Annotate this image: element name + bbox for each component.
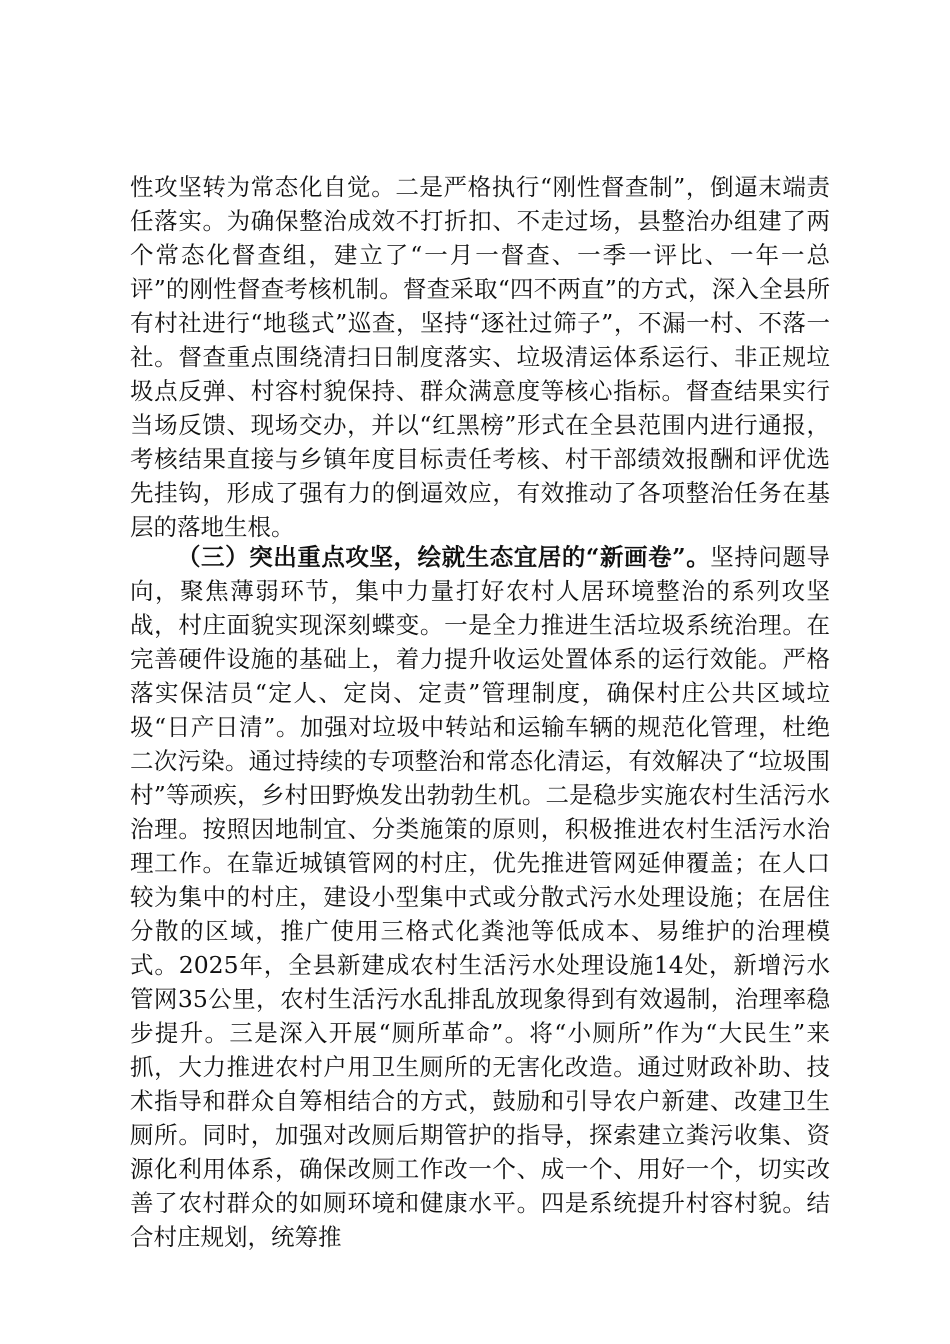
section-heading-3: （三）突出重点攻坚，绘就生态宜居的“新画卷”。 xyxy=(177,543,711,571)
body-paragraph-2 xyxy=(130,540,830,1254)
section-body-3: 坚持问题导向，聚焦薄弱环节，集中力量打好农村人居环境整治的系列攻坚战，村庄面貌实现深刻蝶变。一是全力推进生活垃圾系统治理。在完善硬件设施的基础上，着力提升收运处置体系的运行效能。严格落实保洁员“定人、定岗、定责”管理制度，确保村庄公共区域垃圾“日产日清”。加强对垃圾中转站和运输车辆的规范化管理，杜绝二次污染。通过持续的专项整治和常态化清运，有效解决了“垃圾围村”等顽疾，乡村田野焕发出勃勃生机。二是稳步实施农村生活污水治理。按照因地制宜、分类施策的原则，积极推进农村生活污水治理工作。在靠近城镇管网的村庄，优先推进管网延伸覆盖；在人口较为集中的村庄，建设小型集中式或分散式污水处理设施；在居住分散的区域，推广使用三格式化粪池等低成本、易维护的治理模式。2025年，全县新建成农村生活污水处理设施14处，新增污水管网35公里，农村生活污水乱排乱放现象得到有效遏制，治理率稳步提升。三是深入开展“厕所革命”。将“小厕所”作为“大民生”来抓，大力推进农村户用卫生厕所的无害化改造。通过财政补助、技术指导和群众自筹相结合的方式，鼓励和引导农户新建、改建卫生厕所。同时，加强对改厕后期管护的指导，探索建立粪污收集、资源化利用体系，确保改厕工作改一个、成一个、用好一个，切实改善了农村群众的如厕环境和健康水平。四是系统提升村容村貌。结合村庄规划，统筹推 xyxy=(130,543,830,1251)
body-paragraph-1: 性攻坚转为常态化自觉。二是严格执行“刚性督查制”，倒逼末端责任落实。为确保整治成效不打折扣、不走过场，县整治办组建了两个常态化督查组，建立了“一月一督查、一季一评比、一年一总评”的刚性督查考核机制。督查采取“四不两直”的方式，深入全县所有村社进行“地毯式”巡查，坚持“逐社过筛子”，不漏一村、不落一社。督查重点围绕清扫日制度落实、垃圾清运体系运行、非正规垃圾点反弹、村容村貌保持、群众满意度等核心指标。督查结果实行当场反馈、现场交办，并以“红黑榜”形式在全县范围内进行通报，考核结果直接与乡镇年度目标责任考核、村干部绩效报酬和评优选先挂钩，形成了强有力的倒逼效应，有效推动了各项整治任务在基层的落地生根。 xyxy=(130,173,830,541)
